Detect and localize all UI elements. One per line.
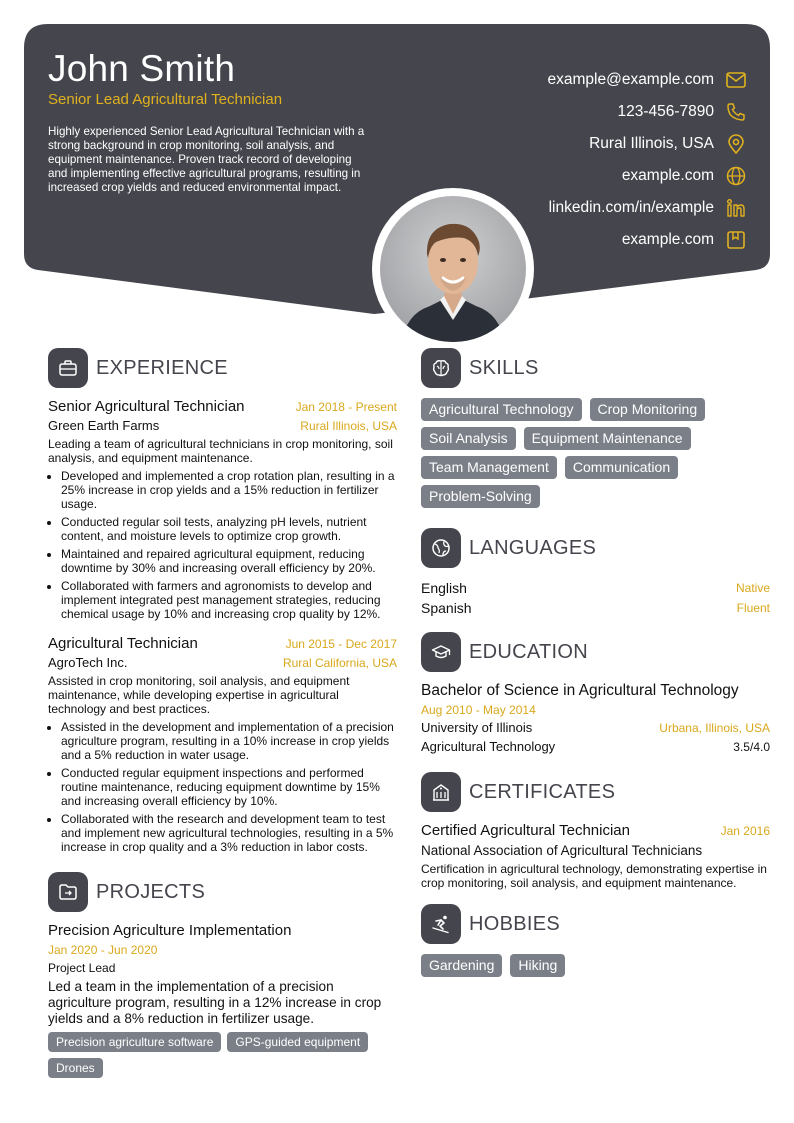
left-column [48,348,397,1078]
language-item [421,578,770,598]
project-role: Project Lead [48,961,116,975]
mail-icon [726,70,746,90]
contact-phone[interactable] [416,96,746,128]
linkedin-icon [726,198,746,218]
bookmark-icon [726,230,746,250]
language-item [421,598,770,618]
folder-icon [48,872,88,912]
certificate-description: Certification in agricultural technology, demonstrating expertise in crop monitoring, soil analysis, and equipment maintenance. [421,862,767,890]
achievement-item: • Collaborated with farmers and agronomists to develop and implement integrated pest management strategies, reducing chemical usage by 10% and increasing crop quality by 12%. [61,579,397,621]
education-heading: EDUCATION [469,640,588,663]
school-name: University of Illinois [421,720,533,735]
achievement-item: • Assisted in the development and implementation of a precision agriculture program, resulting in a 10% increase in crop yields and a 5% reduction in water usage. [61,720,397,762]
right-column [421,348,770,977]
globe-language-icon [421,528,461,568]
project-dates: Jan 2020 - Jun 2020 [48,943,158,957]
language-level: Native [735,581,770,595]
job-description: Assisted in crop monitoring, soil analysis, and equipment maintenance, while developing expertise in agricultural technology and best practices. [48,674,350,716]
contact-website[interactable] [416,160,746,192]
graduation-cap-icon [421,632,461,672]
project-description: Led a team in the implementation of a precision agriculture program, resulting in a 12% increase in crop yields and a 8% reduction in fertilizer usage. [48,979,382,1026]
experience-heading: EXPERIENCE [96,356,228,379]
skills-section-header [421,348,770,388]
building-icon [421,772,461,812]
contact-website-text[interactable]: example.com [621,167,714,184]
languages-heading: LANGUAGES [469,536,597,559]
skill-tag: Soil Analysis [421,427,516,450]
contact-location-text: Rural Illinois, USA [589,135,714,152]
job-title: Senior Agricultural Technician [48,398,245,415]
contact-email[interactable] [416,64,746,96]
gpa-value: 3.5/4.0 [733,740,770,754]
school-location: Urbana, Illinois, USA [659,721,770,735]
company-name: Green Earth Farms [48,418,160,433]
skill-tag: Crop Monitoring [590,398,706,421]
experience-item [48,398,397,621]
achievement-item: • Developed and implemented a crop rotation plan, resulting in a 25% increase in crop yields and a 15% reduction in fertilizer usage. [61,469,397,511]
job-achievements [48,720,397,854]
contact-phone-text[interactable]: 123-456-7890 [617,103,714,120]
skier-icon [421,904,461,944]
languages-section-header [421,528,770,568]
education-item [421,682,770,754]
phone-icon [726,102,746,122]
project-tech-tags [48,1032,397,1078]
skill-tag: Problem-Solving [421,485,540,508]
job-location: Rural California, USA [282,656,397,670]
job-dates: Jun 2015 - Dec 2017 [285,637,397,651]
certificate-title: Certified Agricultural Technician [421,822,630,839]
candidate-title: Senior Lead Agricultural Technician [48,91,283,108]
candidate-name: John Smith [48,48,236,89]
globe-icon [726,166,746,186]
experience-item [48,635,397,854]
brain-icon [421,348,461,388]
resume-header [24,24,770,314]
hobbies-heading: HOBBIES [469,912,561,935]
tech-tag: Drones [48,1058,103,1078]
job-dates: Jan 2018 - Present [295,400,397,414]
projects-section-header [48,872,397,912]
hobbies-section-header [421,904,770,944]
tech-tag: Precision agriculture software [48,1032,221,1052]
contact-linkedin-text[interactable]: linkedin.com/in/example [548,199,714,216]
skill-tag: Equipment Maintenance [524,427,691,450]
education-dates: Aug 2010 - May 2014 [421,703,536,717]
certificate-date: Jan 2016 [720,824,770,838]
achievement-item: • Conducted regular equipment inspections and performed routine maintenance, reducing equipment downtime by 15% and increasing overall efficiency by 10%. [61,766,397,808]
project-title: Precision Agriculture Implementation [48,922,292,939]
skill-tag: Agricultural Technology [421,398,582,421]
field-of-study: Agricultural Technology [421,739,556,754]
achievement-item: • Collaborated with the research and development team to test and implement new agricultural technologies, resulting in a 5% increase in crop quality and a 3% reduction in labor costs. [61,812,397,854]
hobbies-list [421,954,770,977]
experience-section-header [48,348,397,388]
contact-portfolio-text[interactable]: example.com [621,231,714,248]
language-level: Fluent [736,601,770,615]
contact-location [416,128,746,160]
tech-tag: GPS-guided equipment [227,1032,368,1052]
projects-heading: PROJECTS [96,880,206,903]
language-name: Spanish [421,600,472,616]
job-title: Agricultural Technician [48,635,198,652]
location-pin-icon [726,134,746,154]
achievement-item: • Conducted regular soil tests, analyzing pH levels, nutrient content, and moisture levels to optimize crop growth. [61,515,397,543]
education-section-header [421,632,770,672]
company-name: AgroTech Inc. [48,655,128,670]
skill-tag: Communication [565,456,678,479]
profile-photo-frame [372,188,534,350]
summary-text: Highly experienced Senior Lead Agricultural Technician with a strong background in crop monitoring, soil analysis, and equipment maintenance. Proven track record of developing and implementing effective agricultural programs, resulting in increased crop yields and reduced environmental impact. [48,125,365,194]
project-item [48,922,397,1078]
hobby-tag: Gardening [421,954,502,977]
certificates-section-header [421,772,770,812]
briefcase-icon [48,348,88,388]
language-name: English [421,580,467,596]
hobby-tag: Hiking [510,954,565,977]
achievement-item: • Maintained and repaired agricultural equipment, reducing downtime by 30% and increasing overall efficiency by 20%. [61,547,397,575]
profile-photo [380,196,526,342]
certificate-issuer: National Association of Agricultural Technicians [421,843,703,858]
languages-list [421,578,770,618]
certificate-item [421,822,770,890]
job-location: Rural Illinois, USA [300,419,397,433]
job-description: Leading a team of agricultural technicians in crop monitoring, soil analysis, and equipment maintenance. [48,437,393,465]
certificates-heading: CERTIFICATES [469,780,616,803]
skills-heading: SKILLS [469,356,539,379]
contact-email-text[interactable]: example@example.com [547,71,714,88]
degree-title: Bachelor of Science in Agricultural Technology [421,682,739,699]
skills-list [421,398,770,508]
job-achievements [48,469,397,621]
skill-tag: Team Management [421,456,557,479]
